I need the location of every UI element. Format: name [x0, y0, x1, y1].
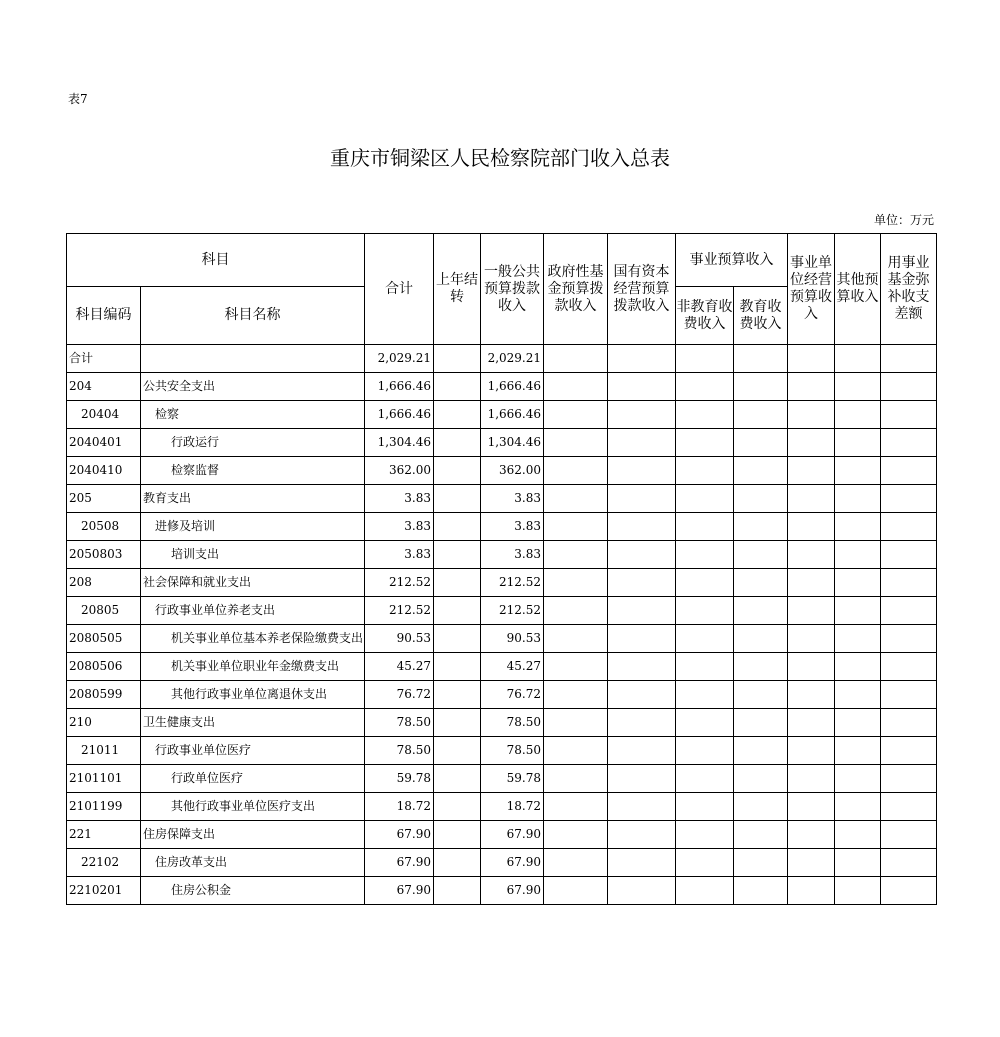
table-row: [67, 681, 937, 709]
cell-total: 3.83: [365, 485, 434, 513]
cell-fund-gap: [881, 457, 937, 485]
cell-non-edu-fee: [676, 709, 734, 737]
cell-other: [835, 541, 881, 569]
cell-total: 67.90: [365, 821, 434, 849]
table-row: [67, 597, 937, 625]
cell-non-edu-fee: [676, 681, 734, 709]
cell-fund-gap: [881, 877, 937, 905]
cell-fund-gap: [881, 541, 937, 569]
table-row: [67, 737, 937, 765]
header-name: 科目名称: [141, 287, 365, 345]
cell-fund-gap: [881, 513, 937, 541]
cell-non-edu-fee: [676, 597, 734, 625]
cell-state-capital: [608, 429, 676, 457]
cell-code: 2050803: [67, 541, 141, 569]
table-row: [67, 709, 937, 737]
cell-fund-gap: [881, 373, 937, 401]
cell-general-budget: 45.27: [481, 653, 544, 681]
header-total: 合计: [365, 234, 434, 345]
cell-name: 培训支出: [141, 541, 365, 569]
cell-general-budget: 76.72: [481, 681, 544, 709]
cell-code: 2080599: [67, 681, 141, 709]
cell-name: 检察: [141, 401, 365, 429]
cell-non-edu-fee: [676, 625, 734, 653]
cell-total: 67.90: [365, 849, 434, 877]
cell-edu-fee: [734, 429, 788, 457]
cell-carryover: [434, 793, 481, 821]
cell-edu-fee: [734, 821, 788, 849]
cell-name: 教育支出: [141, 485, 365, 513]
cell-edu-fee: [734, 765, 788, 793]
cell-operation: [788, 793, 835, 821]
cell-state-capital: [608, 765, 676, 793]
cell-other: [835, 737, 881, 765]
cell-total: 90.53: [365, 625, 434, 653]
cell-non-edu-fee: [676, 793, 734, 821]
cell-edu-fee: [734, 541, 788, 569]
cell-state-capital: [608, 681, 676, 709]
cell-name: 行政运行: [141, 429, 365, 457]
cell-carryover: [434, 457, 481, 485]
cell-name: 进修及培训: [141, 513, 365, 541]
cell-state-capital: [608, 373, 676, 401]
cell-name: 行政事业单位医疗: [141, 737, 365, 765]
cell-fund-gap: [881, 709, 937, 737]
cell-operation: [788, 569, 835, 597]
cell-general-budget: 362.00: [481, 457, 544, 485]
cell-state-capital: [608, 625, 676, 653]
cell-other: [835, 373, 881, 401]
table-row: [67, 569, 937, 597]
header-edu-fee: 教育收费收入: [734, 287, 788, 345]
cell-total: 212.52: [365, 569, 434, 597]
cell-general-budget: 2,029.21: [481, 345, 544, 373]
cell-gov-fund: [544, 821, 608, 849]
cell-other: [835, 597, 881, 625]
cell-gov-fund: [544, 373, 608, 401]
cell-edu-fee: [734, 345, 788, 373]
cell-fund-gap: [881, 597, 937, 625]
cell-state-capital: [608, 877, 676, 905]
cell-fund-gap: [881, 821, 937, 849]
cell-other: [835, 485, 881, 513]
cell-other: [835, 681, 881, 709]
table-row: [67, 373, 937, 401]
cell-code: 20805: [67, 597, 141, 625]
cell-total: 76.72: [365, 681, 434, 709]
cell-general-budget: 3.83: [481, 541, 544, 569]
cell-gov-fund: [544, 569, 608, 597]
cell-code: 210: [67, 709, 141, 737]
cell-operation: [788, 597, 835, 625]
cell-edu-fee: [734, 485, 788, 513]
cell-carryover: [434, 737, 481, 765]
unit-label: 单位：万元: [873, 213, 934, 227]
header-subject: 科目: [67, 234, 365, 287]
cell-name: 机关事业单位职业年金缴费支出: [141, 653, 365, 681]
cell-carryover: [434, 485, 481, 513]
table-row: [67, 821, 937, 849]
cell-state-capital: [608, 653, 676, 681]
cell-operation: [788, 513, 835, 541]
cell-general-budget: 212.52: [481, 569, 544, 597]
cell-operation: [788, 373, 835, 401]
table-row: [67, 849, 937, 877]
cell-fund-gap: [881, 569, 937, 597]
income-table: [66, 233, 937, 905]
table-row: [67, 401, 937, 429]
cell-total: 1,666.46: [365, 401, 434, 429]
cell-gov-fund: [544, 457, 608, 485]
cell-edu-fee: [734, 709, 788, 737]
cell-edu-fee: [734, 793, 788, 821]
cell-general-budget: 1,304.46: [481, 429, 544, 457]
cell-non-edu-fee: [676, 765, 734, 793]
cell-code: 221: [67, 821, 141, 849]
cell-fund-gap: [881, 485, 937, 513]
cell-edu-fee: [734, 569, 788, 597]
cell-edu-fee: [734, 849, 788, 877]
cell-fund-gap: [881, 849, 937, 877]
cell-gov-fund: [544, 513, 608, 541]
cell-state-capital: [608, 849, 676, 877]
cell-operation: [788, 401, 835, 429]
cell-non-edu-fee: [676, 429, 734, 457]
header-operation-income: 事业单位经营预算收入: [788, 234, 835, 345]
header-gov-fund: 政府性基金预算拨款收入: [544, 234, 608, 345]
cell-gov-fund: [544, 765, 608, 793]
cell-non-edu-fee: [676, 821, 734, 849]
table-row: [67, 625, 937, 653]
cell-fund-gap: [881, 625, 937, 653]
table-row: [67, 541, 937, 569]
cell-non-edu-fee: [676, 653, 734, 681]
cell-code: 2040410: [67, 457, 141, 485]
cell-non-edu-fee: [676, 373, 734, 401]
cell-operation: [788, 457, 835, 485]
cell-code: 合计: [67, 345, 141, 373]
header-fund-gap: 用事业基金弥补收支差额: [881, 234, 937, 345]
cell-other: [835, 849, 881, 877]
cell-other: [835, 513, 881, 541]
cell-state-capital: [608, 401, 676, 429]
cell-operation: [788, 709, 835, 737]
table-body: [67, 345, 937, 905]
cell-total: 362.00: [365, 457, 434, 485]
cell-carryover: [434, 541, 481, 569]
cell-general-budget: 1,666.46: [481, 401, 544, 429]
table-row: [67, 345, 937, 373]
cell-total: 59.78: [365, 765, 434, 793]
cell-operation: [788, 737, 835, 765]
table-row: [67, 429, 937, 457]
cell-gov-fund: [544, 849, 608, 877]
cell-code: 2210201: [67, 877, 141, 905]
cell-other: [835, 877, 881, 905]
cell-fund-gap: [881, 401, 937, 429]
cell-non-edu-fee: [676, 485, 734, 513]
cell-edu-fee: [734, 597, 788, 625]
header-general-budget: 一般公共预算拨款收入: [481, 234, 544, 345]
table-row: [67, 877, 937, 905]
cell-edu-fee: [734, 653, 788, 681]
cell-name: 住房公积金: [141, 877, 365, 905]
cell-name: 检察监督: [141, 457, 365, 485]
page-title: 重庆市铜梁区人民检察院部门收入总表: [330, 146, 670, 170]
cell-fund-gap: [881, 653, 937, 681]
cell-non-edu-fee: [676, 541, 734, 569]
cell-general-budget: 67.90: [481, 821, 544, 849]
cell-general-budget: 3.83: [481, 513, 544, 541]
cell-non-edu-fee: [676, 737, 734, 765]
table-row: [67, 457, 937, 485]
cell-operation: [788, 877, 835, 905]
cell-name: 机关事业单位基本养老保险缴费支出: [141, 625, 365, 653]
cell-state-capital: [608, 345, 676, 373]
cell-carryover: [434, 765, 481, 793]
cell-code: 208: [67, 569, 141, 597]
header-carryover: 上年结转: [434, 234, 481, 345]
cell-gov-fund: [544, 345, 608, 373]
cell-non-edu-fee: [676, 457, 734, 485]
cell-edu-fee: [734, 401, 788, 429]
cell-non-edu-fee: [676, 877, 734, 905]
cell-state-capital: [608, 737, 676, 765]
header-code: 科目编码: [67, 287, 141, 345]
cell-general-budget: 59.78: [481, 765, 544, 793]
cell-carryover: [434, 625, 481, 653]
cell-carryover: [434, 709, 481, 737]
cell-carryover: [434, 681, 481, 709]
cell-state-capital: [608, 709, 676, 737]
cell-other: [835, 821, 881, 849]
cell-code: 20508: [67, 513, 141, 541]
cell-state-capital: [608, 569, 676, 597]
cell-edu-fee: [734, 625, 788, 653]
cell-gov-fund: [544, 737, 608, 765]
cell-carryover: [434, 653, 481, 681]
cell-edu-fee: [734, 457, 788, 485]
cell-total: 45.27: [365, 653, 434, 681]
cell-code: 2040401: [67, 429, 141, 457]
cell-operation: [788, 485, 835, 513]
header-institution-income: 事业预算收入: [676, 234, 788, 287]
cell-name: 行政单位医疗: [141, 765, 365, 793]
cell-total: 78.50: [365, 737, 434, 765]
cell-general-budget: 90.53: [481, 625, 544, 653]
table-row: [67, 793, 937, 821]
cell-fund-gap: [881, 793, 937, 821]
table-row: [67, 765, 937, 793]
cell-non-edu-fee: [676, 401, 734, 429]
cell-operation: [788, 765, 835, 793]
cell-total: 3.83: [365, 513, 434, 541]
cell-code: 2080505: [67, 625, 141, 653]
cell-other: [835, 625, 881, 653]
cell-gov-fund: [544, 877, 608, 905]
table-number: 表7: [68, 92, 88, 106]
cell-non-edu-fee: [676, 345, 734, 373]
cell-name: 住房保障支出: [141, 821, 365, 849]
cell-other: [835, 793, 881, 821]
cell-name: 其他行政事业单位离退休支出: [141, 681, 365, 709]
cell-fund-gap: [881, 681, 937, 709]
cell-carryover: [434, 401, 481, 429]
cell-carryover: [434, 877, 481, 905]
cell-edu-fee: [734, 877, 788, 905]
cell-fund-gap: [881, 737, 937, 765]
cell-other: [835, 345, 881, 373]
cell-total: 1,666.46: [365, 373, 434, 401]
cell-operation: [788, 345, 835, 373]
cell-total: 18.72: [365, 793, 434, 821]
cell-operation: [788, 541, 835, 569]
cell-general-budget: 18.72: [481, 793, 544, 821]
cell-code: 20404: [67, 401, 141, 429]
cell-total: 3.83: [365, 541, 434, 569]
cell-non-edu-fee: [676, 849, 734, 877]
cell-gov-fund: [544, 541, 608, 569]
cell-gov-fund: [544, 429, 608, 457]
cell-code: 2080506: [67, 653, 141, 681]
cell-general-budget: 78.50: [481, 737, 544, 765]
cell-gov-fund: [544, 597, 608, 625]
cell-edu-fee: [734, 373, 788, 401]
cell-total: 78.50: [365, 709, 434, 737]
cell-gov-fund: [544, 485, 608, 513]
cell-state-capital: [608, 597, 676, 625]
table-row: [67, 653, 937, 681]
cell-other: [835, 457, 881, 485]
cell-carryover: [434, 821, 481, 849]
table-row: [67, 485, 937, 513]
cell-fund-gap: [881, 765, 937, 793]
cell-name: [141, 345, 365, 373]
table-row: [67, 513, 937, 541]
cell-general-budget: 212.52: [481, 597, 544, 625]
cell-total: 212.52: [365, 597, 434, 625]
cell-name: 住房改革支出: [141, 849, 365, 877]
cell-carryover: [434, 597, 481, 625]
cell-general-budget: 67.90: [481, 849, 544, 877]
cell-total: 67.90: [365, 877, 434, 905]
cell-operation: [788, 849, 835, 877]
cell-code: 22102: [67, 849, 141, 877]
cell-other: [835, 401, 881, 429]
header-state-capital: 国有资本经营预算拨款收入: [608, 234, 676, 345]
cell-general-budget: 67.90: [481, 877, 544, 905]
cell-name: 其他行政事业单位医疗支出: [141, 793, 365, 821]
cell-code: 2101199: [67, 793, 141, 821]
cell-non-edu-fee: [676, 513, 734, 541]
cell-state-capital: [608, 485, 676, 513]
header-other-income: 其他预算收入: [835, 234, 881, 345]
cell-edu-fee: [734, 737, 788, 765]
cell-gov-fund: [544, 709, 608, 737]
cell-general-budget: 1,666.46: [481, 373, 544, 401]
header-non-edu-fee: 非教育收费收入: [676, 287, 734, 345]
cell-name: 卫生健康支出: [141, 709, 365, 737]
cell-operation: [788, 429, 835, 457]
cell-operation: [788, 625, 835, 653]
cell-other: [835, 429, 881, 457]
cell-operation: [788, 821, 835, 849]
cell-gov-fund: [544, 653, 608, 681]
cell-edu-fee: [734, 513, 788, 541]
cell-code: 21011: [67, 737, 141, 765]
cell-code: 2101101: [67, 765, 141, 793]
cell-other: [835, 765, 881, 793]
cell-gov-fund: [544, 625, 608, 653]
cell-fund-gap: [881, 345, 937, 373]
cell-code: 205: [67, 485, 141, 513]
cell-carryover: [434, 513, 481, 541]
cell-name: 公共安全支出: [141, 373, 365, 401]
cell-carryover: [434, 569, 481, 597]
cell-name: 社会保障和就业支出: [141, 569, 365, 597]
cell-general-budget: 3.83: [481, 485, 544, 513]
cell-carryover: [434, 373, 481, 401]
cell-operation: [788, 653, 835, 681]
cell-code: 204: [67, 373, 141, 401]
cell-other: [835, 709, 881, 737]
cell-state-capital: [608, 821, 676, 849]
cell-carryover: [434, 429, 481, 457]
cell-carryover: [434, 849, 481, 877]
cell-total: 2,029.21: [365, 345, 434, 373]
cell-name: 行政事业单位养老支出: [141, 597, 365, 625]
cell-carryover: [434, 345, 481, 373]
cell-state-capital: [608, 541, 676, 569]
cell-gov-fund: [544, 681, 608, 709]
cell-other: [835, 653, 881, 681]
cell-gov-fund: [544, 401, 608, 429]
cell-fund-gap: [881, 429, 937, 457]
cell-state-capital: [608, 457, 676, 485]
cell-non-edu-fee: [676, 569, 734, 597]
cell-total: 1,304.46: [365, 429, 434, 457]
cell-other: [835, 569, 881, 597]
cell-edu-fee: [734, 681, 788, 709]
cell-operation: [788, 681, 835, 709]
cell-general-budget: 78.50: [481, 709, 544, 737]
cell-gov-fund: [544, 793, 608, 821]
cell-state-capital: [608, 793, 676, 821]
cell-state-capital: [608, 513, 676, 541]
